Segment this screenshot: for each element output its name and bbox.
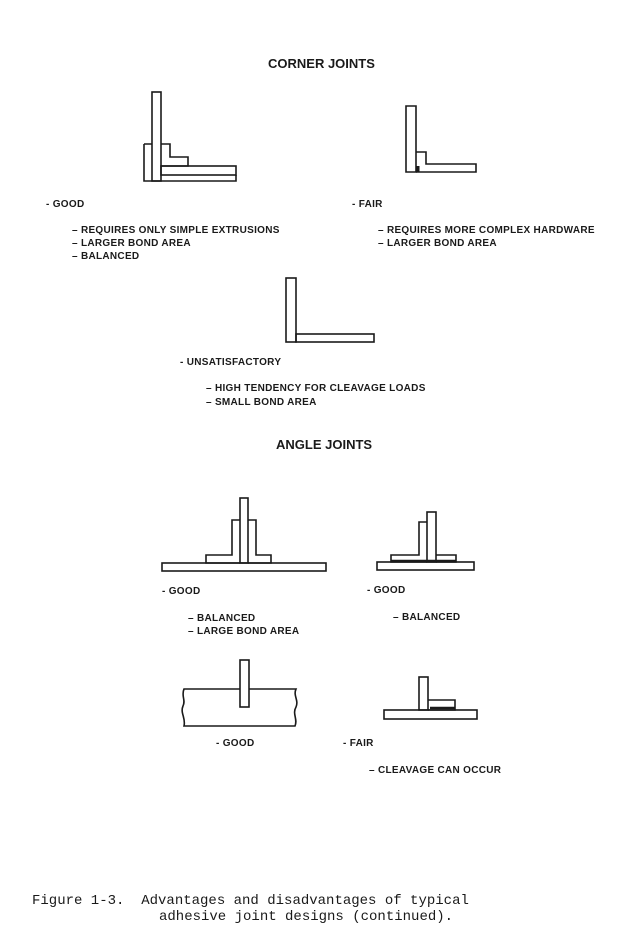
corner-good-note: – BALANCED	[72, 251, 140, 262]
angle-good-single-note: – BALANCED	[393, 612, 461, 623]
figure-caption-line-2: adhesive joint designs (continued).	[159, 909, 454, 925]
angle-joint-good-embedded-drawing	[182, 660, 297, 726]
corner-fair-note: – REQUIRES MORE COMPLEX HARDWARE	[378, 225, 595, 236]
angle-joint-fair-drawing	[384, 677, 477, 719]
angle-good-single-label: - GOOD	[367, 585, 406, 596]
corner-unsatisfactory-note: – HIGH TENDENCY FOR CLEAVAGE LOADS	[206, 383, 426, 394]
angle-good-double-note: – LARGE BOND AREA	[188, 626, 300, 637]
corner-unsatisfactory-note: – SMALL BOND AREA	[206, 397, 317, 408]
corner-fair-note: – LARGER BOND AREA	[378, 238, 497, 249]
corner-joint-good-drawing	[144, 92, 236, 181]
angle-fair-note: – CLEAVAGE CAN OCCUR	[369, 765, 502, 776]
angle-joint-good-single-drawing	[377, 512, 474, 570]
corner-unsatisfactory-label: - UNSATISFACTORY	[180, 357, 282, 368]
figure-caption-line-1: Figure 1-3. Advantages and disadvantages of typical	[32, 893, 469, 909]
corner-joint-unsatisfactory-drawing	[286, 278, 374, 342]
angle-joints-heading: ANGLE JOINTS	[276, 437, 373, 452]
angle-good-double-label: - GOOD	[162, 586, 201, 597]
corner-joint-fair-drawing	[406, 106, 476, 172]
corner-good-note: – LARGER BOND AREA	[72, 238, 191, 249]
corner-good-label: - GOOD	[46, 199, 85, 210]
corner-good-note: – REQUIRES ONLY SIMPLE EXTRUSIONS	[72, 225, 280, 236]
angle-good-embedded-label: - GOOD	[216, 738, 255, 749]
angle-good-double-note: – BALANCED	[188, 613, 256, 624]
angle-joint-good-double-drawing	[162, 498, 326, 571]
corner-joints-heading: CORNER JOINTS	[268, 56, 375, 71]
angle-fair-label: - FAIR	[343, 738, 374, 749]
corner-fair-label: - FAIR	[352, 199, 383, 210]
